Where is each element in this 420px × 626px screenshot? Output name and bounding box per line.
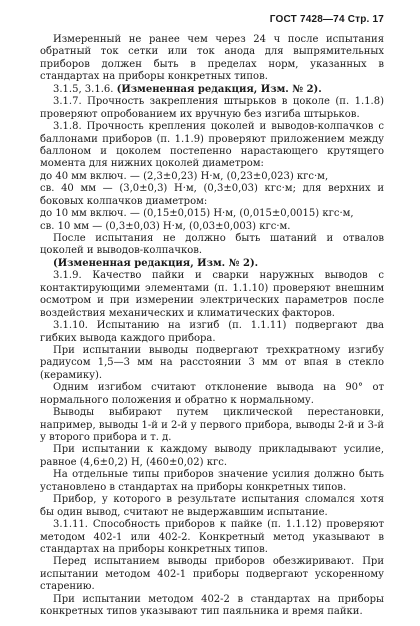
paragraph: Измеренный не ранее чем через 24 ч после испытания обратный ток сетки или ток анода для выпрямительных приборов должен быть в пределах норм, указанных в стандартах на приборы конкретных типов. <box>40 34 384 83</box>
paragraph: 3.1.8. Прочность крепления цоколей и выводов-колпачков с баллонами приборов (п. 1.1.9) проверяют приложением между баллоном и цоколем постепенно нарастающего крутящего момента для нижних цоколей диаметром: <box>40 121 384 170</box>
amendment-note: (Измененная редакция, Изм. № 2). <box>116 83 322 95</box>
paragraph: 3.1.5, 3.1.6. (Измененная редакция, Изм. № 2). <box>53 83 322 95</box>
paragraph: 3.1.9. Качество пайки и сварки наружных выводов с контактирующими элементами (п. 1.1.10) проверяют внешним осмотром и при измерении электрических параметров после воздействия механических и климатических факторов. <box>40 270 384 319</box>
paragraph: При испытании выводы подвергают трехкратному изгибу радиусом 1,5—3 мм на расстоянии 3 мм от впая в стекло (керамику). <box>40 344 384 381</box>
page-header: ГОСТ 7428—74 Стр. 17 <box>269 14 384 25</box>
document-body <box>40 34 384 619</box>
paragraph: 3.1.10. Испытанию на изгиб (п. 1.1.11) подвергают два гибких вывода каждого прибора. <box>40 320 384 344</box>
paragraph: Перед испытанием выводы приборов обезжиривают. При испытании методом 402-1 приборы подвергают ускоренному старению. <box>40 556 384 593</box>
paragraph: При испытании методом 402-2 в стандартах на приборы конкретных типов указывают тип паяльника и время пайки. <box>40 593 384 618</box>
paragraph: св. 40 мм — (3,0±0,3) Н·м, (0,3±0,03) кгс·м; для верхних и боковых колпачков диаметром: <box>40 183 384 207</box>
paragraph: 3.1.7. Прочность закрепления штырьков в цоколе (п. 1.1.8) проверяют опробованием их вручную без изгиба штырьков. <box>40 96 384 120</box>
paragraph: св. 10 мм — (0,3±0,03) Н·м, (0,03±0,003) кгс·м. <box>40 220 291 232</box>
paragraph: Выводы выбирают путем циклической перестановки, например, выводы 1-й и 2-й у первого прибора, выводы 2-й и 3-й у второго прибора и т. д. <box>40 407 384 443</box>
paragraph: Одним изгибом считают отклонение вывода на 90° от нормального положения и обратно к нормальному. <box>40 382 384 406</box>
paragraph: 3.1.11. Способность приборов к пайке (п. 1.1.12) проверяют методом 402-1 или 402-2. Конкретный метод указывают в стандартах на приборы конкретных типов. <box>40 519 384 555</box>
paragraph: На отдельные типы приборов значение усилия должно быть установлено в стандартах на приборы конкретных типов. <box>40 469 384 493</box>
paragraph: до 40 мм включ. — (2,3±0,23) Н·м, (0,23±0,023) кгс·м, <box>40 170 329 182</box>
paragraph: Прибор, у которого в результате испытания сломался хотя бы один вывод, считают не выдержавшим испытание. <box>40 494 384 518</box>
paragraph: При испытании к каждому выводу прикладывают усилие, равное (4,6±0,2) Н, (460±0,02) кгс. <box>40 444 384 468</box>
paragraph: После испытания не должно быть шатаний и отвалов цоколей и выводов-колпачков. <box>40 233 384 257</box>
amendment-note: (Измененная редакция, Изм. № 2). <box>53 257 259 269</box>
paragraph: до 10 мм включ. — (0,15±0,015) Н·м, (0,015±0,0015) кгс·м, <box>40 208 354 220</box>
